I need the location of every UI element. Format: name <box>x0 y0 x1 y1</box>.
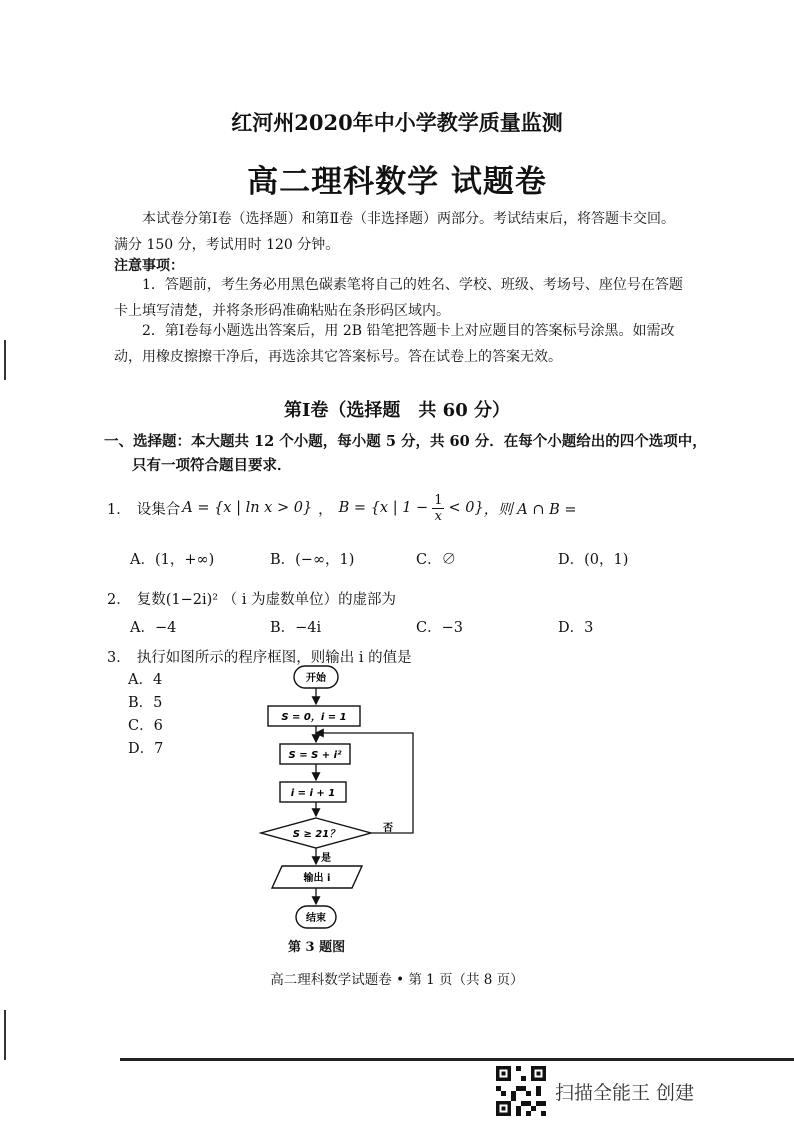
set-b-left: B = {x | 1 − <box>338 500 429 516</box>
flowchart-end-text: 结束 <box>306 913 326 924</box>
q2-option-a[interactable]: A．−4 <box>130 620 177 636</box>
fraction <box>432 493 444 524</box>
flowchart-start-text: 开始 <box>306 673 326 684</box>
scan-edge-mark <box>4 1010 6 1060</box>
q2-option-d[interactable]: D．3 <box>558 620 594 636</box>
section-title: 第Ⅰ卷（选择题 共 60 分） <box>283 400 510 421</box>
q1-option-c[interactable]: C．∅ <box>416 552 457 568</box>
question-stem-prefix: 设集合 <box>136 501 181 518</box>
q2-option-c[interactable]: C．−3 <box>416 620 463 636</box>
question-number: 2． <box>107 592 131 608</box>
flowchart-decision-text: S ≥ 21？ <box>292 829 340 840</box>
question-1: 1． 设集合 A = {x | ln x > 0} ， B = {x | 1 − $\frac{1}{x}$ < 0} ，则 A ∩ B = <box>107 492 577 524</box>
part-heading: 一、选择题：本大题共 12 个小题，每小题 5 分，共 60 分．在每个小题给出的四个选项中， <box>104 433 707 450</box>
flowchart-no-label: 否 <box>383 823 393 834</box>
fraction-denominator: x <box>434 508 442 524</box>
question-number: 3． <box>107 650 131 666</box>
flowchart-update-s-text: S = S + i² <box>288 750 342 761</box>
flowchart-yes-label: 是 <box>321 853 331 864</box>
q3-option-a[interactable]: A．4 <box>128 672 163 688</box>
q3-option-c[interactable]: C．6 <box>128 718 163 734</box>
question-2 <box>107 588 396 609</box>
question-stem-suffix: ，则 A ∩ B = <box>483 501 577 518</box>
part-heading-line2: 只有一项符合题目要求． <box>132 457 292 474</box>
figure-caption: 第 3 题图 <box>288 940 346 955</box>
q1-option-d[interactable]: D．(0，1) <box>558 552 629 568</box>
scan-edge-mark <box>4 340 6 380</box>
fraction-numerator: 1 <box>434 492 443 508</box>
intro-paragraph: 本试卷分第Ⅰ卷（选择题）和第Ⅱ卷（非选择题）两部分。考试结束后，将答题卡交回。满分 150 分，考试用时 120 分钟。 <box>114 211 676 253</box>
notice-item-2: 2．第Ⅰ卷每小题选出答案后，用 2B 铅笔把答题卡上对应题目的答案标号涂黑。如需改动，用橡皮擦擦干净后，再选涂其它答案标号。答在试卷上的答案无效。 <box>114 323 675 365</box>
question-number: 1． <box>107 501 131 518</box>
q1-option-b[interactable]: B．(−∞，1) <box>270 552 355 568</box>
q2-option-b[interactable]: B．−4i <box>270 620 322 636</box>
q3-option-d[interactable]: D．7 <box>128 741 164 757</box>
exam-name: 红河州2020年中小学教学质量监测 <box>231 110 563 135</box>
notice-item-1: 1．答题前，考生务必用黑色碳素笔将自己的姓名、学校、班级、考场号、座位号在答题卡上填写清楚，并将条形码准确粘贴在条形码区域内。 <box>114 277 683 319</box>
set-a: A = {x | ln x > 0} <box>182 500 313 516</box>
qr-code-icon <box>496 1066 546 1116</box>
question-stem: 执行如图所示的程序框图，则输出 i 的值是 <box>136 650 412 666</box>
flowchart-init-text: S = 0，i = 1 <box>281 712 347 723</box>
flowchart-output-text: 输出 i <box>303 873 331 884</box>
watermark-text: 扫描全能王 创建 <box>555 1082 695 1104</box>
flowchart-update-i-text: i = i + 1 <box>290 788 336 799</box>
page-footer: 高二理科数学试题卷 • 第 1 页（共 8 页） <box>270 972 524 988</box>
q3-option-b[interactable]: B．5 <box>128 695 163 711</box>
q1-option-a[interactable]: A．(1，+∞) <box>130 552 215 568</box>
scan-border-line <box>120 1058 794 1061</box>
question-stem: 复数(1−2i)² （ i 为虚数单位）的虚部为 <box>136 592 397 608</box>
paper-title: 高二理科数学 试题卷 <box>247 164 547 200</box>
set-b-right: < 0} <box>448 500 484 516</box>
notice-heading: 注意事项： <box>114 258 184 274</box>
flowchart <box>258 664 438 934</box>
